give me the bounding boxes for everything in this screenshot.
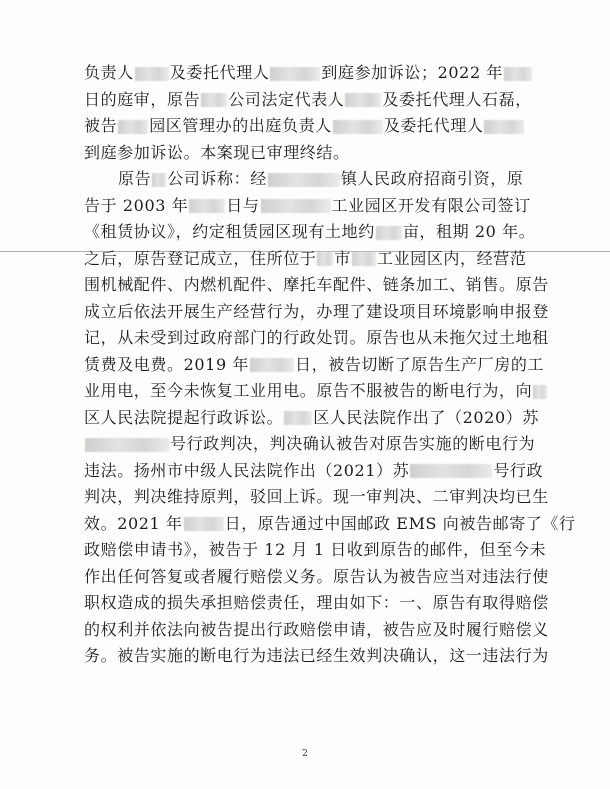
text-segment: 及委托代理人 (383, 116, 484, 135)
text-segment: 告于 2003 年 (84, 195, 189, 215)
text-segment: 负责人 (84, 63, 134, 82)
text-segment: 及委托代理人石磊， (382, 89, 532, 109)
redaction-blur (268, 173, 340, 187)
text-segment: 日与 (226, 195, 260, 215)
text-line (84, 219, 564, 245)
text-line (84, 299, 564, 325)
text-segment: 围机械配件、内燃机配件、摩托车配件、链条加工、销售。原告 (84, 275, 549, 294)
text-segment: 效。2021 年 (84, 513, 183, 533)
text-segment: 日的庭审，原告 (84, 89, 201, 109)
redaction-blur (270, 67, 320, 81)
text-line (84, 617, 564, 643)
redaction-blur (189, 199, 225, 213)
text-segment: 日，被告切断了原告生产厂房的工 (295, 354, 545, 374)
redaction-blur (345, 93, 381, 107)
text-line (84, 590, 564, 616)
text-line (84, 193, 564, 219)
redaction-blur (317, 252, 333, 266)
text-segment: 成立后依法开展生产经营行为，办理了建设项目环境影响申报登 (84, 301, 549, 321)
text-line (84, 643, 564, 669)
text-segment: 到庭参加诉讼；2022 年 (321, 63, 504, 82)
page-number: 2 (302, 749, 308, 759)
text-segment: 公司法定代表人 (228, 89, 345, 109)
redaction-blur (484, 120, 524, 134)
text-segment: 政赔偿申请书》，被告于 12 月 1 日收到原告的邮件，但至今未 (84, 540, 547, 559)
redaction-blur (85, 438, 169, 452)
text-segment: 到庭参加诉讼。本案现已审理终结。 (84, 142, 350, 162)
text-line (84, 87, 564, 113)
text-line (84, 564, 564, 590)
text-line (84, 272, 564, 298)
text-segment: 作出任何答复或者履行赔偿义务。原告认为被告应当对违法行使 (84, 566, 549, 586)
redaction-blur (284, 411, 312, 425)
redaction-blur (152, 173, 166, 187)
text-line (118, 166, 564, 192)
text-segment: 原告 (118, 169, 152, 188)
redaction-blur (135, 67, 169, 81)
text-segment: 市 (334, 248, 352, 268)
text-line (84, 511, 576, 537)
text-line (84, 378, 564, 404)
text-line (84, 60, 564, 86)
redaction-blur (333, 120, 383, 134)
text-line (84, 458, 564, 484)
text-segment: 号行政判决，判决确认被告对原告实施的断电行为 (170, 434, 536, 453)
redaction-blur (410, 464, 492, 478)
redaction-blur (201, 93, 227, 107)
redaction-blur (533, 385, 547, 399)
text-line (84, 325, 564, 351)
text-segment: 日，原告通过中国邮政 EMS 向被告邮寄了《行 (224, 513, 576, 533)
text-segment: 务。被告实施的断电行为违法已经生效判决确认，这一违法行为 (84, 646, 549, 665)
text-line (84, 113, 564, 139)
text-segment: 被告 (84, 116, 118, 135)
text-segment: 及委托代理人 (169, 63, 270, 82)
text-line (84, 352, 564, 378)
redaction-blur (184, 517, 224, 531)
redaction-blur (376, 226, 402, 240)
redaction-blur (352, 252, 376, 266)
text-line (84, 405, 564, 431)
text-segment: 《租赁协议》，约定租赁园区现有土地约 (84, 222, 375, 241)
text-segment: 判决，判决维持原判，驳回上诉。现一审判决、二审判决均已生 (84, 487, 549, 506)
text-segment: 亩，租期 20 年。 (402, 222, 536, 241)
text-segment: 区人民法院作出了（2020）苏 (313, 407, 539, 427)
redaction-blur (261, 199, 331, 213)
text-segment: 园区管理办的出庭负责人 (149, 116, 332, 135)
text-segment: 违法。扬州市中级人民法院作出（2021）苏 (84, 460, 410, 480)
text-segment: 工业园区开发有限公司签订 (331, 195, 531, 215)
text-line (84, 537, 564, 563)
text-segment: 号行政 (493, 460, 544, 480)
text-line (84, 246, 564, 272)
text-segment: 业用电，至今未恢复工业用电。原告不服被告的断电行为，向 (84, 381, 533, 400)
text-segment: 公司诉称：经 (167, 169, 267, 188)
text-segment: 职权造成的损失承担赔偿责任，理由如下：一、原告有取得赔偿 (84, 593, 549, 612)
text-line (84, 140, 564, 166)
text-line (84, 484, 564, 510)
text-segment: 镇人民政府招商引资，原 (340, 169, 524, 188)
text-segment: 的权利并依法向被告提出行政赔偿申请，被告应及时履行赔偿义 (84, 619, 549, 639)
text-segment: 工业园区内，经营范 (377, 248, 527, 268)
text-segment: 赁费及电费。2019 年 (84, 354, 250, 374)
redaction-blur (118, 120, 148, 134)
text-line (84, 431, 564, 457)
text-segment: 记，从未受到过政府部门的行政处罚。原告也从未拖欠过土地租 (84, 328, 549, 347)
text-segment: 区人民法院提起行政诉讼。 (84, 407, 284, 427)
redaction-blur (504, 67, 532, 81)
text-segment: 之后，原告登记成立，住所位于 (84, 248, 317, 268)
redaction-blur (250, 358, 294, 372)
